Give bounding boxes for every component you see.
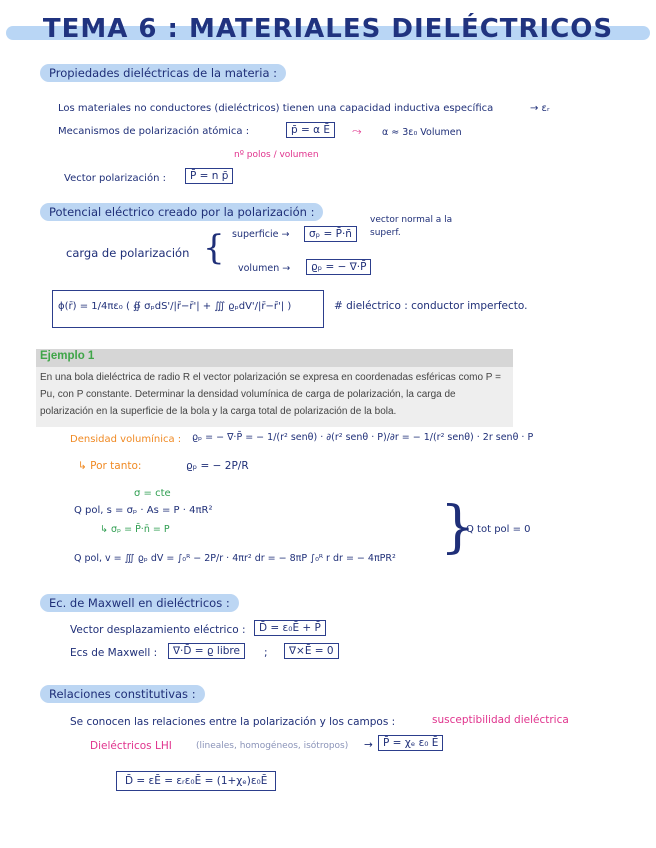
formula-alpha-box: p̄ = α Ē [286,122,335,138]
text-ecs-maxwell: Ecs de Maxwell : [70,647,158,659]
section-heading-potencial: Potencial eléctrico creado por la polarización : [40,203,323,221]
note-sigma-cte: σ = cte [134,488,171,499]
formula-por-tanto: ϱₚ = − 2P/R [186,460,249,472]
formula-sigma-p [304,226,357,242]
formula-qpol-s: Q pol, s = σₚ · As = P · 4πR² [74,505,213,516]
formula-polarizacion-box: P̄ = n p̄ [185,168,233,184]
note-polos-volumen: nº polos / volumen [234,150,319,160]
formula-lhi-box: P̄ = χₑ ε₀ Ē [378,735,443,751]
formula-final [116,771,276,791]
formula-sigma-p-box: σₚ = P̄·n̄ [304,226,357,242]
text-lhi-parentesis: (lineales, homogéneos, isótropos) [196,741,349,751]
text-densidad-volumica: Densidad volumínica : [70,434,182,445]
text-superficie: superficie → [232,229,290,240]
example-title: Ejemplo 1 [40,350,95,362]
formula-polarizacion [185,168,233,184]
note-susceptibilidad: susceptibilidad dieléctrica [432,714,569,726]
text-alpha-volumen: α ≈ 3ε₀ Volumen [382,127,462,138]
section-heading-propiedades: Propiedades dieléctricas de la materia : [40,64,286,82]
text-por-tanto [78,460,141,472]
note-vector-normal: vector normal a la superf. [370,215,453,238]
formula-phi: ϕ(r̄) = 1/4πε₀ ( ∯ σₚdS'/|r̄−r̄'| + ∭ ϱₚdV'/|r̄−r̄'| ) [58,301,292,312]
formula-sigma-p-eq: ↳ σₚ = P̄·n̄ = P [100,524,170,535]
formula-qpol-v: Q pol, v = ∭ ϱₚ dV = ∫₀ᴿ − 2P/r · 4πr² dr = − 8πP ∫₀ᴿ r dr = − 4πPR² [74,553,396,564]
section-heading-constitutivas: Relaciones constitutivas : [40,685,205,703]
formula-lhi [378,735,443,751]
example-body: En una bola dieléctrica de radio R el vector polarización se expresa en coordenadas esféricas como P = Pu, con P constante. Determinar la densidad volumínica de carga de polarización, la carga de polarización en la superficie de la bola y la carga total de polarización de la bola. [40,372,501,417]
formula-desplazamiento-box: D̄ = ε₀Ē + P̄ [254,620,326,636]
text-separator: ; [264,647,268,659]
formula-alpha [286,122,335,138]
formula-ec1 [168,643,245,659]
formula-rho-p [306,259,371,275]
formula-rho-p-box: ϱₚ = − ∇·P̄ [306,259,371,275]
section-heading-maxwell: Ec. de Maxwell en dieléctricos : [40,594,239,612]
text-epsilon-r: → εᵣ [530,103,550,114]
formula-final-box: D̄ = εĒ = εᵣε₀Ē = (1+χₑ)ε₀Ē [116,771,276,791]
text-dielectricos-lhi: Dieléctricos LHI [90,740,172,752]
formula-qtot: Q tot pol = 0 [466,524,531,535]
text-vector-desplazamiento: Vector desplazamiento eléctrico : [70,624,246,636]
page-title: TEMA 6 : MATERIALES DIELÉCTRICOS [42,14,614,44]
text-mecanismos: Mecanismos de polarización atómica : [58,126,250,137]
arrow-icon: → [364,739,373,751]
brace-right-icon: } [440,495,476,560]
formula-ec2 [284,643,339,659]
brace-icon: { [203,228,225,268]
text-por-tanto-label: ↳ Por tanto: [78,460,142,472]
note-dielectrico: # dieléctrico : conductor imperfecto. [334,300,528,312]
text-carga-polarizacion: carga de polarización [66,246,190,260]
example-header [36,349,513,367]
text-materiales: Los materiales no conductores (dieléctricos) tienen una capacidad inductiva específica [58,103,494,114]
formula-ec1-box: ∇·D̄ = ϱ libre [168,643,245,659]
formula-densidad: ϱₚ = − ∇·P̄ = − 1/(r² senθ) · ∂(r² senθ · P)/∂r = − 1/(r² senθ) · 2r senθ · P [192,432,534,443]
text-vector-polarizacion: Vector polarización : [64,173,166,184]
squiggle-arrow-icon: ⤳ [352,124,362,138]
formula-desplazamiento [254,620,326,636]
text-volumen: volumen → [238,263,291,274]
text-se-conocen: Se conocen las relaciones entre la polarización y los campos : [70,716,396,728]
formula-ec2-box: ∇×Ē = 0 [284,643,339,659]
